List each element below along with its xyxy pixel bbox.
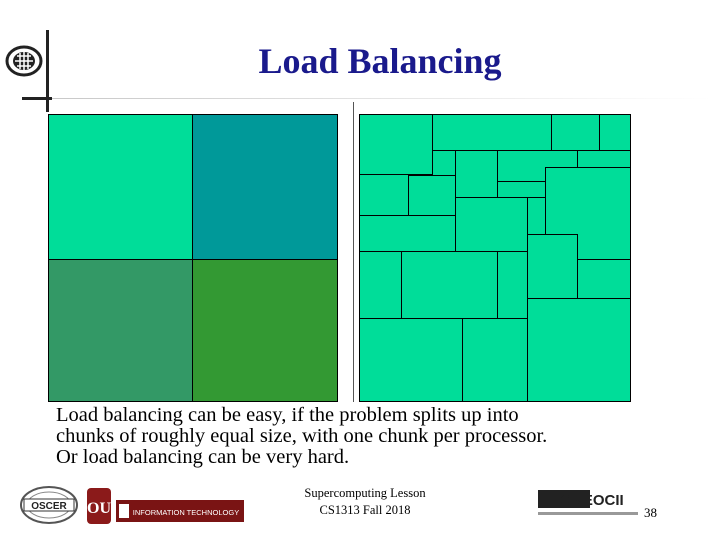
irregular-chunk (551, 114, 600, 151)
irregular-chunk (432, 150, 456, 176)
ou-logo (84, 486, 114, 526)
body-line: chunks of roughly equal size, with one chunk per processor. (56, 425, 548, 447)
irregular-chunk (455, 197, 528, 252)
title-underline (52, 98, 712, 99)
body-paragraph (56, 405, 656, 468)
oscer-logo-text: OSCER (31, 501, 67, 512)
diagram-divider (353, 102, 354, 402)
chunk-top-right (192, 114, 338, 260)
page-number: 38 (644, 505, 657, 520)
irregular-chunk (359, 251, 402, 319)
body-line: Load balancing can be easy, if the problem splits up into (56, 404, 519, 426)
body-line: Or load balancing can be very hard. (56, 446, 350, 468)
hard-partition-diagram (359, 114, 631, 402)
easy-partition-diagram (48, 114, 338, 402)
chunk-bottom-left (48, 259, 193, 402)
chunk-top-left (48, 114, 193, 260)
footer-line-2: CS1313 Fall 2018 (319, 503, 411, 517)
ou-logo-text: OU (87, 500, 111, 517)
irregular-chunk (359, 114, 433, 175)
irregular-chunk (527, 298, 631, 402)
horizontal-rule (22, 97, 52, 100)
it-logo-text: INFORMATION TECHNOLOGY (132, 508, 240, 517)
irregular-chunk (577, 259, 631, 299)
irregular-chunk (359, 174, 409, 216)
irregular-chunk (599, 114, 631, 151)
irregular-chunk (401, 251, 498, 319)
irregular-chunk (359, 318, 463, 402)
footer-line-1: Supercomputing Lesson (304, 486, 426, 500)
oscer-logo (18, 484, 80, 526)
irregular-chunk (527, 234, 578, 299)
irregular-chunk (455, 150, 498, 198)
page-title: Load Balancing (258, 41, 502, 81)
oneocii-logo (536, 488, 640, 524)
logo-icon (4, 44, 48, 78)
footer-caption (280, 485, 450, 519)
irregular-chunk (462, 318, 528, 402)
irregular-chunk (497, 251, 528, 319)
it-logo (116, 500, 244, 522)
oneocii-logo-text: ONEOCII (560, 492, 624, 509)
irregular-chunk (359, 215, 456, 252)
irregular-chunk (577, 150, 631, 168)
chunk-bottom-right (192, 259, 338, 402)
irregular-chunk (432, 114, 552, 151)
irregular-chunk (408, 175, 456, 216)
